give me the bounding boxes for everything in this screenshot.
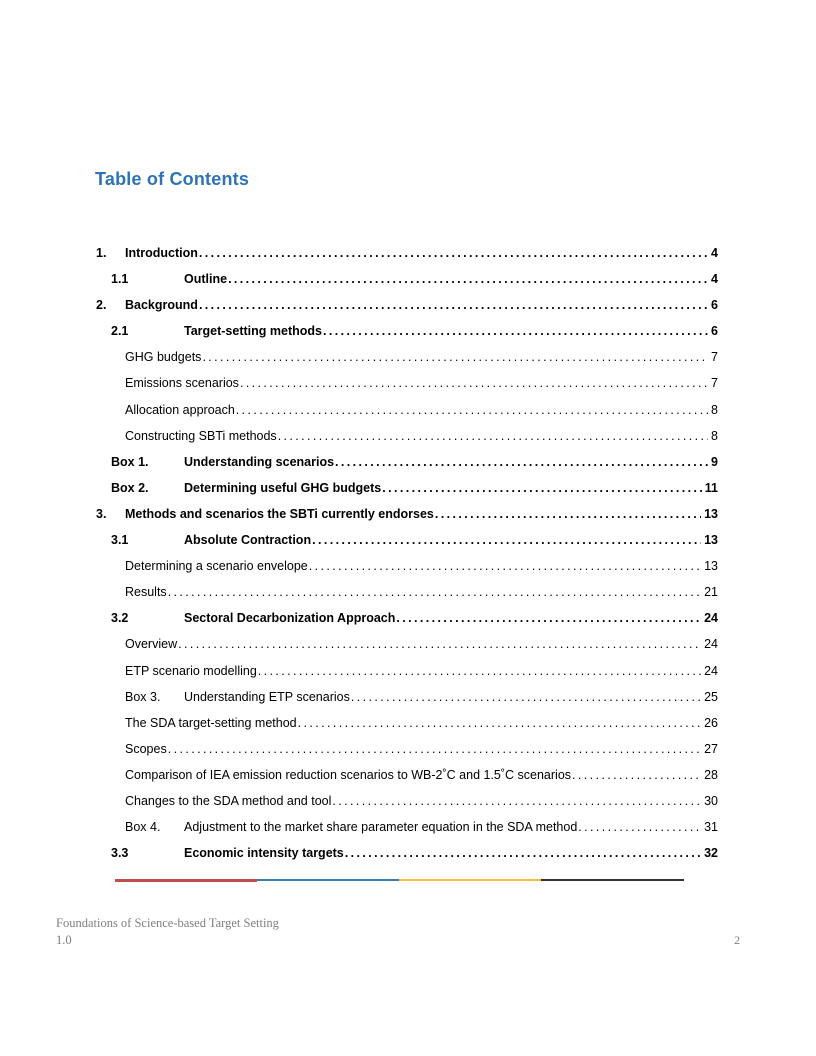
toc-leader-dots xyxy=(572,762,701,788)
toc-entry-label: Adjustment to the market share parameter equation in the SDA method xyxy=(184,820,578,835)
toc-entry-number: 3.1 xyxy=(111,533,129,548)
toc-entry-number: Box 2. xyxy=(111,480,149,495)
toc-entry-page: 32 xyxy=(704,846,718,861)
toc-entry xyxy=(96,318,718,344)
toc-leader-dots xyxy=(199,240,708,266)
toc-entry-label: Comparison of IEA emission reduction scenarios to WB-2˚C and 1.5˚C scenarios xyxy=(125,767,572,782)
toc-entry xyxy=(96,449,718,475)
toc-leader-dots xyxy=(345,840,701,866)
toc-entry-label: Background xyxy=(125,298,198,313)
toc-entry xyxy=(96,423,718,449)
toc-entry xyxy=(96,266,718,292)
toc-entry-page: 21 xyxy=(704,585,718,600)
decorative-divider xyxy=(115,878,684,882)
toc-entry xyxy=(96,240,718,266)
toc-entry-label: Constructing SBTi methods xyxy=(125,428,277,443)
toc-entry-page: 24 xyxy=(704,663,718,678)
toc-entry xyxy=(96,292,718,318)
toc-entry xyxy=(96,344,718,370)
toc-entry-page: 9 xyxy=(711,454,718,469)
divider-segment-red xyxy=(115,879,257,882)
toc-entry xyxy=(96,631,718,657)
toc-entry-label: Economic intensity targets xyxy=(184,846,344,861)
toc-leader-dots xyxy=(578,814,701,840)
toc-entry-page: 8 xyxy=(711,402,718,417)
toc-leader-dots xyxy=(168,579,701,605)
toc-list xyxy=(96,240,718,866)
toc-entry-page: 13 xyxy=(704,533,718,548)
toc-entry xyxy=(96,501,718,527)
toc-leader-dots xyxy=(168,736,701,762)
toc-leader-dots xyxy=(178,631,701,657)
toc-entry-number: 1. xyxy=(96,246,107,260)
toc-entry-page: 26 xyxy=(704,715,718,730)
toc-leader-dots xyxy=(332,788,701,814)
toc-entry xyxy=(96,684,718,710)
toc-entry-number: 3. xyxy=(96,506,107,521)
footer-left xyxy=(56,915,279,948)
toc-entry-page: 13 xyxy=(704,559,718,574)
toc-entry-page: 13 xyxy=(704,506,718,521)
toc-entry-page: 25 xyxy=(704,689,718,704)
toc-entry-number: 3.3 xyxy=(111,846,129,861)
page-footer xyxy=(56,915,740,948)
toc-entry-page: 30 xyxy=(704,793,718,808)
toc-entry xyxy=(96,736,718,762)
toc-entry-number: 1.1 xyxy=(111,272,129,287)
toc-entry-page: 28 xyxy=(704,767,718,782)
toc-entry-number: Box 4. xyxy=(125,820,161,835)
toc-entry-number: Box 1. xyxy=(111,454,149,469)
toc-leader-dots xyxy=(396,605,701,631)
toc-entry-label: Sectoral Decarbonization Approach xyxy=(184,611,396,626)
toc-entry-page: 4 xyxy=(711,272,718,287)
toc-leader-dots xyxy=(335,449,708,475)
toc-leader-dots xyxy=(309,553,701,579)
toc-leader-dots xyxy=(258,658,701,684)
toc-entry-label: The SDA target-setting method xyxy=(125,715,297,730)
divider-segment-yellow xyxy=(399,879,541,881)
toc-leader-dots xyxy=(199,292,708,318)
toc-entry-label: Absolute Contraction xyxy=(184,533,312,548)
toc-entry xyxy=(96,788,718,814)
toc-entry-label: Methods and scenarios the SBTi currently endorses xyxy=(125,506,434,521)
toc-leader-dots xyxy=(278,423,708,449)
toc-entry xyxy=(96,840,718,866)
toc-entry-number: 3.2 xyxy=(111,611,129,626)
toc-entry-label: Understanding scenarios xyxy=(184,454,335,469)
toc-entry-label: Introduction xyxy=(125,246,198,260)
toc-entry xyxy=(96,710,718,736)
toc-entry xyxy=(96,579,718,605)
toc-entry-label: Emissions scenarios xyxy=(125,376,239,391)
toc-entry xyxy=(96,553,718,579)
toc-entry-page: 8 xyxy=(711,428,718,443)
toc-entry-label: Outline xyxy=(184,272,228,287)
toc-entry-page: 27 xyxy=(704,741,718,756)
toc-entry xyxy=(96,762,718,788)
toc-entry-label: ETP scenario modelling xyxy=(125,663,257,678)
toc-entry-number: 2.1 xyxy=(111,324,129,339)
toc-entry xyxy=(96,397,718,423)
toc-entry-page: 31 xyxy=(704,820,718,835)
page-title: Table of Contents xyxy=(95,169,250,189)
toc-entry-label: Scopes xyxy=(125,741,167,756)
toc-leader-dots xyxy=(236,397,708,423)
toc-leader-dots xyxy=(202,344,708,370)
toc-entry-label: Understanding ETP scenarios xyxy=(184,689,350,704)
toc-leader-dots xyxy=(312,527,701,553)
toc-leader-dots xyxy=(323,318,708,344)
footer-doc-title: Foundations of Science-based Target Setting xyxy=(56,916,279,930)
toc-entry-label: Results xyxy=(125,585,167,600)
toc-entry-label: Target-setting methods xyxy=(184,324,322,339)
toc-entry xyxy=(96,370,718,396)
toc-entry-page: 11 xyxy=(704,480,718,495)
toc-leader-dots xyxy=(435,501,701,527)
toc-leader-dots xyxy=(351,684,701,710)
toc-entry-page: 6 xyxy=(711,298,718,313)
toc-entry-number: Box 3. xyxy=(125,689,161,704)
toc-entry-label: Allocation approach xyxy=(125,402,235,417)
toc-entry xyxy=(96,475,718,501)
footer-page-number: 2 xyxy=(734,932,740,947)
toc-entry-page: 7 xyxy=(711,350,718,365)
toc-entry-page: 4 xyxy=(711,246,718,260)
toc-entry-page: 7 xyxy=(711,376,718,391)
toc-entry-label: Changes to the SDA method and tool xyxy=(125,793,332,808)
toc-entry-label: Determining a scenario envelope xyxy=(125,559,308,574)
toc-entry-page: 24 xyxy=(704,611,718,626)
toc-leader-dots xyxy=(240,370,708,396)
toc-entry-page: 6 xyxy=(711,324,718,339)
divider-segment-blue xyxy=(257,879,399,881)
toc-entry-label: GHG budgets xyxy=(125,350,202,365)
toc-entry xyxy=(96,658,718,684)
divider-segment-dark xyxy=(541,879,684,881)
toc-entry xyxy=(96,814,718,840)
toc-entry xyxy=(96,527,718,553)
toc-entry-number: 2. xyxy=(96,298,107,313)
toc-entry-label: Overview xyxy=(125,637,178,652)
toc-entry-page: 24 xyxy=(704,637,718,652)
toc-leader-dots xyxy=(298,710,701,736)
toc-leader-dots xyxy=(228,266,708,292)
toc-entry xyxy=(96,605,718,631)
toc-entry-label: Determining useful GHG budgets xyxy=(184,480,382,495)
footer-version: 1.0 xyxy=(56,932,72,947)
toc-leader-dots xyxy=(382,475,702,501)
